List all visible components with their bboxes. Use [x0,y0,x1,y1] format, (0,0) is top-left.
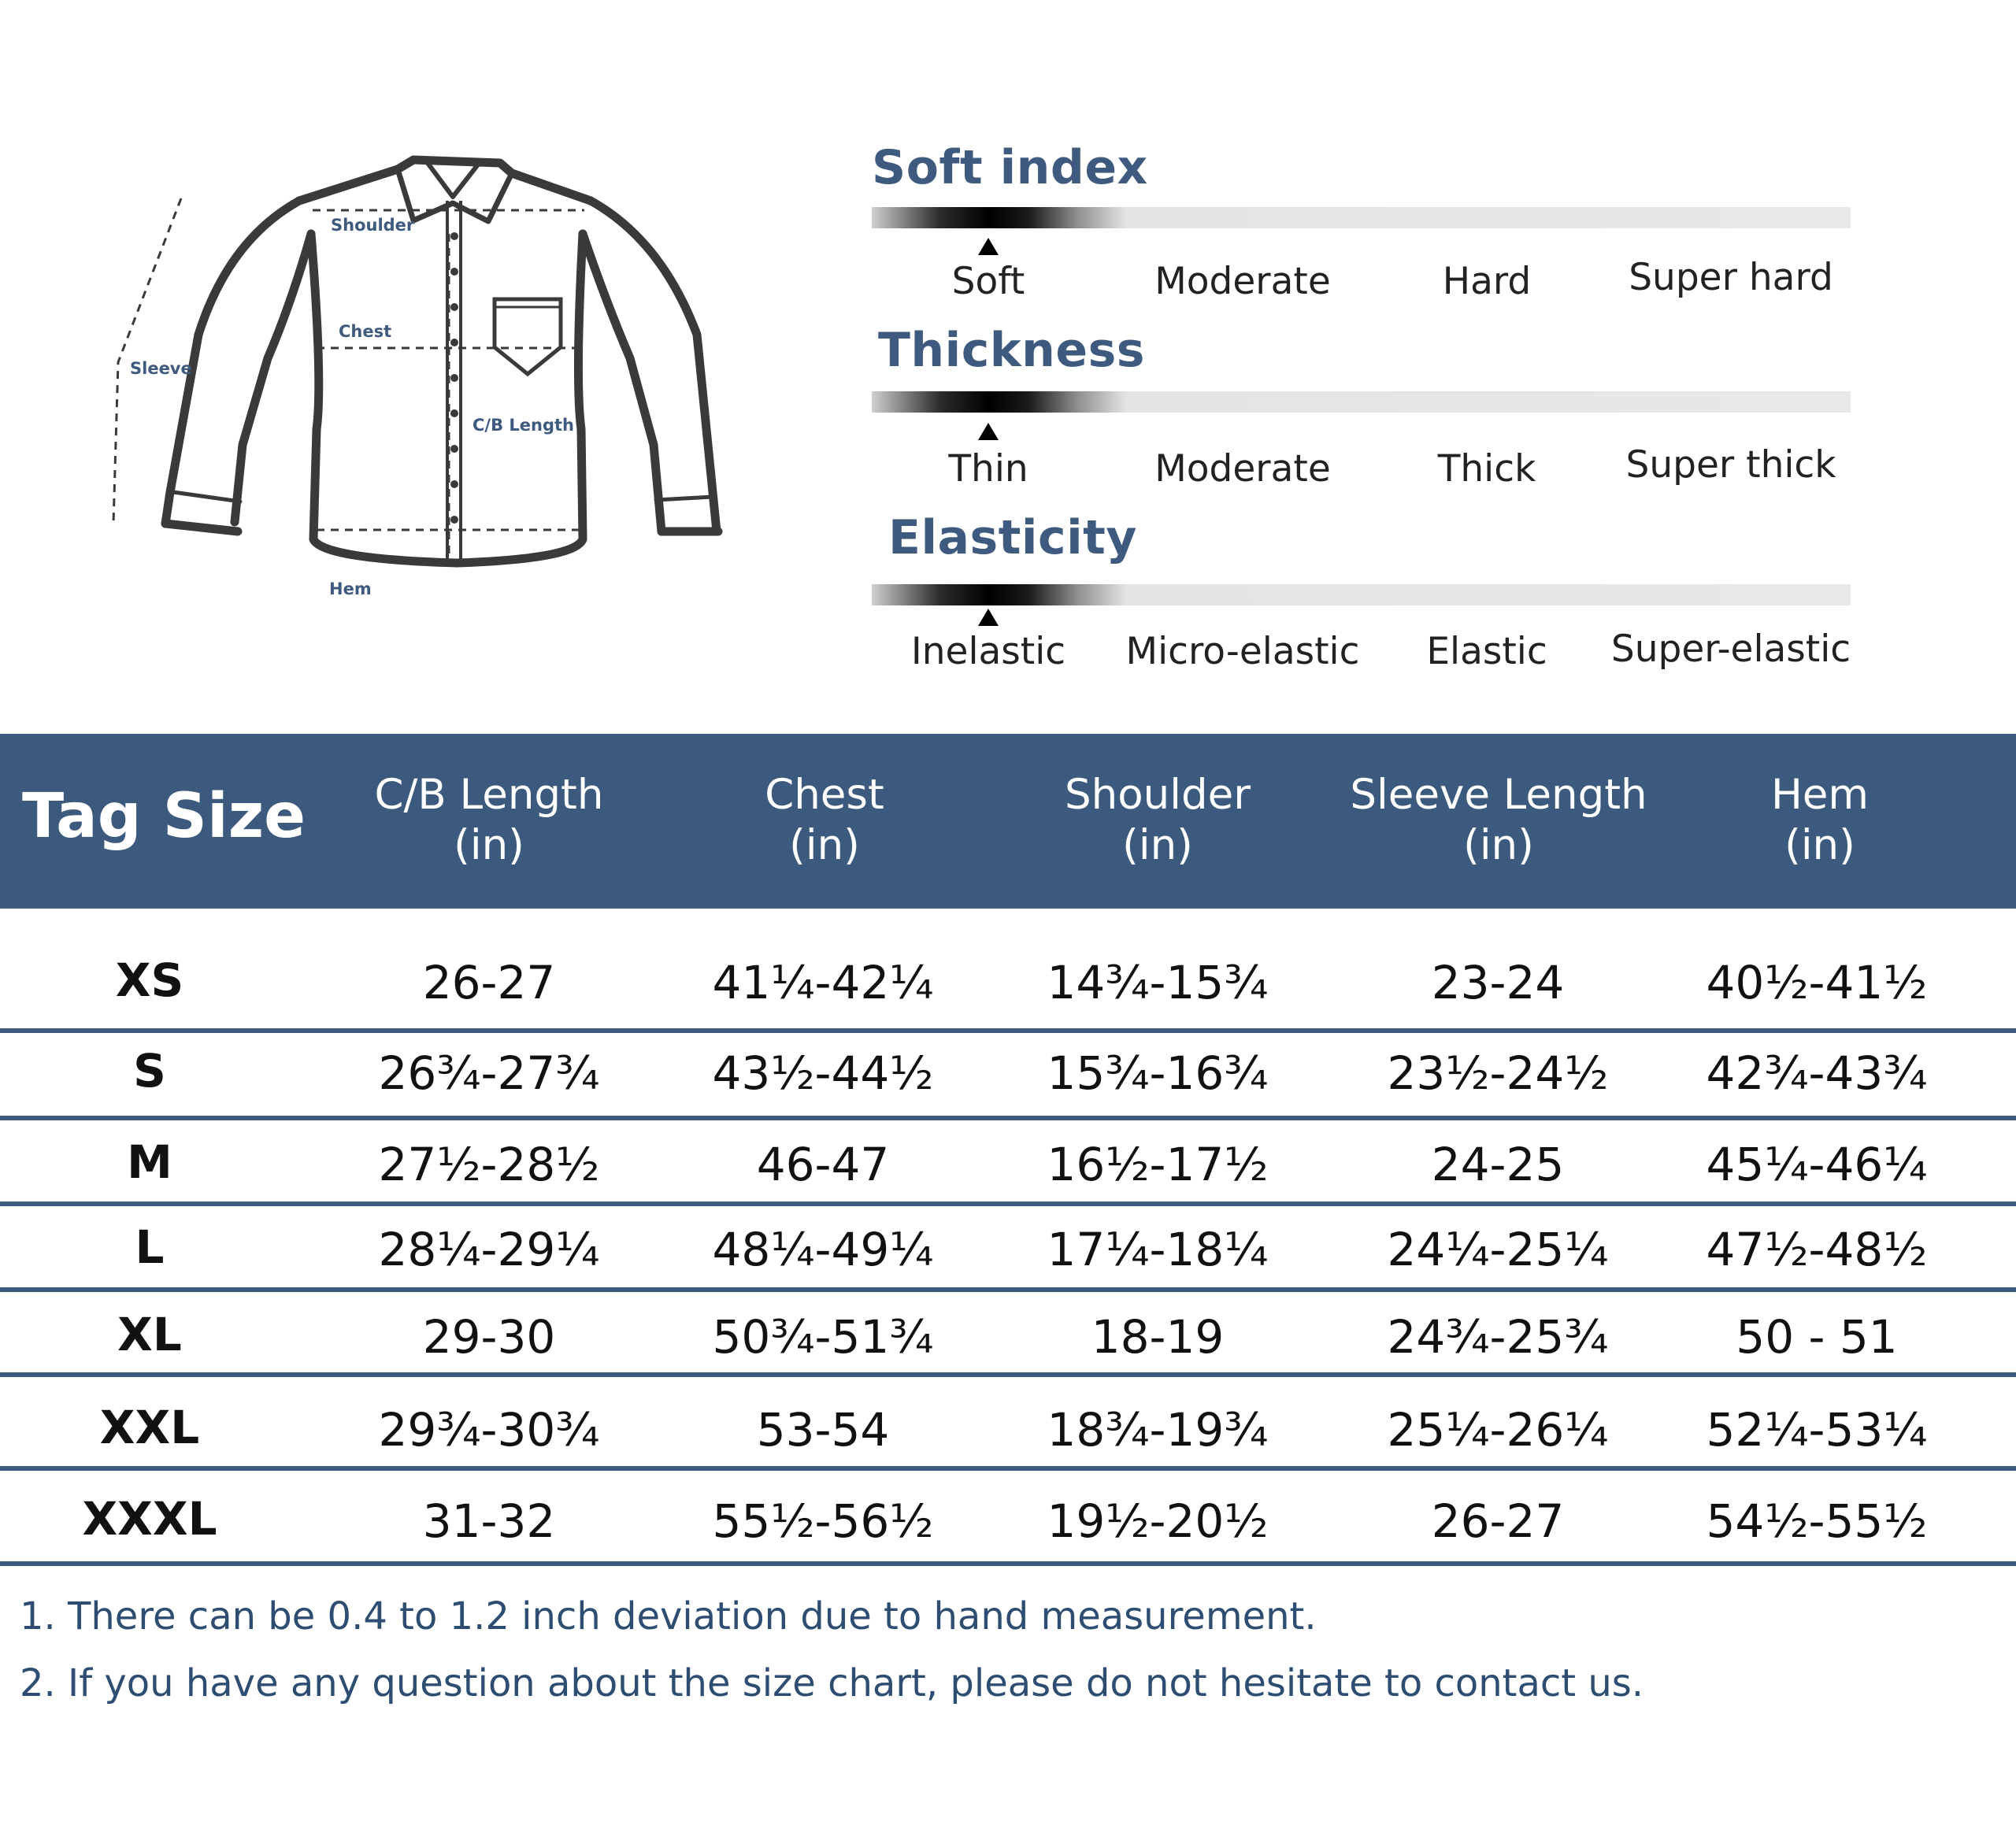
row-value-cell: 28¼-29¼ [378,1223,600,1276]
metric-option: Moderate [1154,260,1331,303]
row-value-cell: 41¼-42¼ [712,956,934,1009]
metric-option: Soft [951,260,1025,303]
row-value-cell: 47½-48½ [1706,1223,1928,1276]
metric-marker-triangle [978,238,999,255]
row-value-cell: 42¾-43¾ [1706,1046,1928,1100]
column-header-name: Hem [1770,771,1870,819]
column-header-unit: (in) [1122,821,1193,869]
row-divider [0,1466,2016,1471]
row-value-cell: 18¾-19¾ [1047,1403,1269,1457]
row-value-cell: 27½-28½ [378,1138,600,1191]
metric-scale-bar [872,391,1851,413]
row-value-cell: 26-27 [422,956,556,1009]
metric-title: Elasticity [888,510,1137,565]
metric-marker-triangle [978,609,999,626]
row-value-cell: 52¼-53¼ [1706,1403,1928,1457]
row-size-cell: XXXL [82,1492,217,1546]
row-value-cell: 23-24 [1431,956,1565,1009]
metric-option: Moderate [1154,447,1331,491]
cb-length-label: C/B Length [472,416,574,435]
row-value-cell: 19½-20½ [1047,1494,1269,1548]
metric-option: Thin [948,447,1028,491]
metric-option: Hard [1442,260,1532,303]
row-value-cell: 23½-24½ [1387,1046,1609,1100]
row-value-cell: 50¾-51¾ [712,1310,934,1364]
column-header-name: Chest [765,771,884,819]
row-value-cell: 26¾-27¾ [378,1046,600,1100]
hem-label: Hem [329,579,372,598]
row-value-cell: 16½-17½ [1047,1138,1269,1191]
metric-option: Super thick [1625,443,1836,487]
row-value-cell: 54½-55½ [1706,1494,1928,1548]
row-value-cell: 17¼-18¼ [1047,1223,1269,1276]
row-divider [0,1287,2016,1292]
row-value-cell: 46-47 [756,1138,890,1191]
row-size-cell: XS [115,953,184,1007]
metric-title: Thickness [878,323,1146,378]
row-value-cell: 24¾-25¾ [1387,1310,1609,1364]
column-header-name: C/B Length [374,771,604,819]
metric-scale-bar [872,207,1851,228]
column-header-sleeve-length [1350,770,1647,871]
row-value-cell: 31-32 [422,1494,556,1548]
row-divider [0,1116,2016,1120]
row-divider [0,1028,2016,1033]
sleeve-label: Sleeve [130,359,192,378]
row-value-cell: 26-27 [1431,1494,1565,1548]
shirt-measurement-diagram [110,146,740,665]
column-header-name: Shoulder [1064,771,1251,819]
column-header-unit: (in) [1784,821,1855,869]
metric-scale-bar [872,584,1851,605]
column-header-hem [1771,770,1869,871]
row-size-cell: XXL [99,1401,200,1454]
row-value-cell: 55½-56½ [712,1494,934,1548]
chest-label: Chest [339,322,392,341]
column-header-chest [765,770,884,871]
row-value-cell: 15¾-16¾ [1047,1046,1269,1100]
row-value-cell: 24¼-25¼ [1387,1223,1609,1276]
row-value-cell: 43½-44½ [712,1046,934,1100]
column-header-name: Sleeve Length [1350,771,1647,819]
note-line: 1. There can be 0.4 to 1.2 inch deviation due to hand measurement. [20,1594,1317,1638]
row-value-cell: 29¾-30¾ [378,1403,600,1457]
metric-title: Soft index [872,140,1148,195]
column-header-shoulder [1065,770,1251,871]
row-size-cell: L [135,1220,165,1274]
row-size-cell: XL [117,1308,182,1361]
row-value-cell: 40½-41½ [1706,956,1928,1009]
row-value-cell: 45¼-46¼ [1706,1138,1928,1191]
metric-option: Super hard [1629,256,1833,299]
row-size-cell: S [133,1044,166,1098]
metric-option: Super-elastic [1610,628,1851,671]
metric-option: Micro-elastic [1125,630,1360,673]
metric-option: Elastic [1426,630,1547,673]
metric-option: Inelastic [910,630,1066,673]
column-header-cb-length [375,770,604,871]
row-value-cell: 53-54 [756,1403,890,1457]
row-value-cell: 24-25 [1431,1138,1565,1191]
row-divider [0,1561,2016,1566]
note-line: 2. If you have any question about the size chart, please do not hesitate to contact us. [20,1661,1644,1705]
row-divider [0,1372,2016,1377]
row-value-cell: 50 - 51 [1736,1310,1898,1364]
column-header-unit: (in) [1463,821,1534,869]
metric-option: Thick [1437,447,1536,491]
shoulder-label: Shoulder [331,216,415,235]
row-divider [0,1201,2016,1206]
row-size-cell: M [127,1135,172,1189]
column-header-unit: (in) [789,821,860,869]
column-header-unit: (in) [454,821,524,869]
row-value-cell: 14¾-15¾ [1047,956,1269,1009]
metric-marker-triangle [978,423,999,440]
row-value-cell: 25¼-26¼ [1387,1403,1609,1457]
row-value-cell: 18-19 [1091,1310,1225,1364]
row-value-cell: 48¼-49¼ [712,1223,934,1276]
row-value-cell: 29-30 [422,1310,556,1364]
tag-size-header: Tag Size [22,781,306,852]
